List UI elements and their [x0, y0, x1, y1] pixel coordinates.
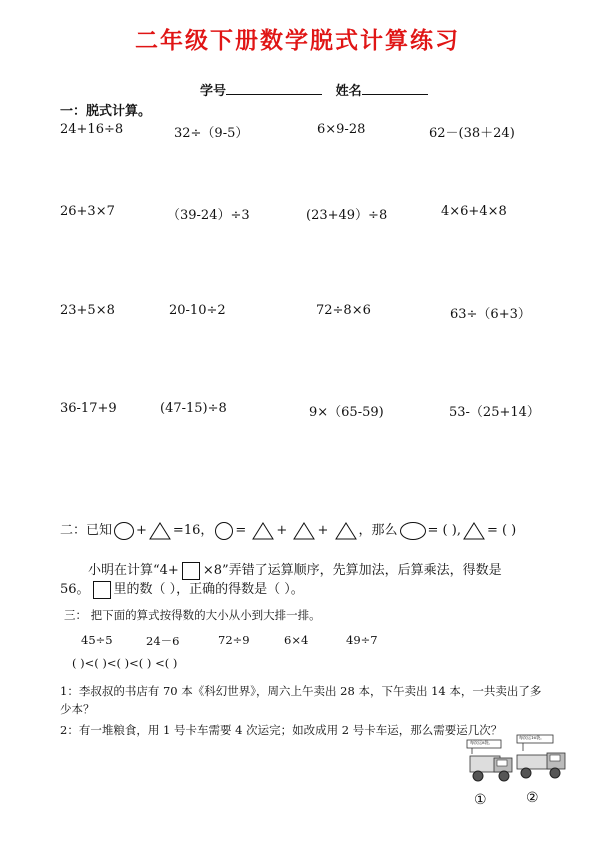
- section2-paragraph-line1: [88, 561, 502, 581]
- circle-shape: [215, 522, 233, 540]
- triangle-answer[interactable]: = ( ): [486, 523, 517, 538]
- eq1-tail: =16，: [172, 523, 214, 538]
- plus-sign: +: [276, 523, 288, 538]
- problem1-line2: 少本？: [60, 702, 95, 716]
- student-no-label: 学号: [200, 84, 227, 99]
- expr-r1c2: 32÷（9-5）: [174, 126, 249, 141]
- name-blank[interactable]: [362, 82, 428, 95]
- problem1-line1: 1：李叔叔的书店有 70 本《科幻世界》，周六上午卖出 28 本，下午卖出 14 本，一共卖出了多: [60, 684, 542, 698]
- section2-prefix: 二：已知: [60, 523, 113, 538]
- blank-box[interactable]: [182, 562, 200, 580]
- expr-r2c3: (23+49）÷8: [306, 208, 388, 223]
- expr-r1c3: 6×9-28: [317, 122, 366, 137]
- section2-equation: [60, 521, 516, 541]
- order-expr-5: 49÷7: [346, 633, 378, 647]
- para-text-b: ×8”弄错了运算顺序，先算加法，后算乘法，得数是: [202, 563, 502, 578]
- expr-r2c1: 26+3×7: [60, 204, 115, 219]
- truck-1-label: ①: [474, 792, 487, 808]
- triangle-shape: [463, 522, 485, 540]
- expr-r2c2: （39-24）÷3: [167, 208, 250, 223]
- section3-heading: 三： 把下面的算式按得数的大小从小到大排一排。: [64, 608, 321, 622]
- expr-r3c1: 23+5×8: [60, 303, 115, 318]
- circle-shape: [400, 522, 426, 540]
- triangle-shape: [293, 522, 315, 540]
- expr-r4c3: 9×（65-59): [309, 405, 384, 420]
- page-title: 二年级下册数学脱式计算练习: [135, 28, 460, 54]
- para-text-d: 里的数（ ），正确的得数是（ ）。: [113, 582, 304, 597]
- plus-sign: +: [317, 523, 329, 538]
- order-answer-line[interactable]: ( )<( )<( )<( ) <( ): [72, 656, 178, 670]
- circle-answer[interactable]: = ( ),: [427, 523, 461, 538]
- then-text: ，那么: [358, 523, 398, 538]
- expr-r4c1: 36-17+9: [60, 401, 117, 416]
- problem2-text: 2：有一堆粮食，用 1 号卡车需要 4 次运完；如改成用 2 号卡车运，那么需要运几次？: [60, 723, 503, 737]
- blank-box[interactable]: [93, 581, 111, 599]
- equal-sign: =: [235, 523, 247, 538]
- expr-r4c2: (47-15)÷8: [160, 401, 227, 416]
- expr-r3c4: 63÷（6+3）: [450, 307, 531, 322]
- section2-paragraph-line2: [60, 580, 304, 600]
- para-text-c: 56。: [60, 582, 90, 597]
- truck-1: [464, 738, 520, 786]
- expr-r3c2: 20-10÷2: [169, 303, 226, 318]
- truck-2-sign: 每次运16袋。: [519, 735, 545, 740]
- expr-r1c4: 62－(38＋24): [429, 126, 515, 141]
- circle-shape: [114, 522, 134, 540]
- order-expr-2: 24－6: [146, 634, 180, 648]
- student-info: [200, 80, 428, 99]
- para-text-a: 小明在计算“4+: [88, 563, 179, 578]
- expr-r2c4: 4×6+4×8: [441, 204, 507, 219]
- triangle-shape: [252, 522, 274, 540]
- section1-heading: 一：脱式计算。: [60, 104, 152, 119]
- triangle-shape: [335, 522, 357, 540]
- truck-1-sign: 每次运8袋。: [470, 740, 493, 745]
- triangle-shape: [149, 522, 171, 540]
- truck-2-label: ②: [526, 790, 539, 806]
- student-no-blank[interactable]: [226, 82, 322, 95]
- order-expr-4: 6×4: [284, 633, 309, 647]
- truck-2: [513, 733, 569, 783]
- order-expr-3: 72÷9: [218, 633, 250, 647]
- plus-sign: +: [136, 523, 147, 538]
- expr-r1c1: 24+16÷8: [60, 122, 124, 137]
- expr-r4c4: 53-（25+14）: [449, 405, 540, 420]
- name-label: 姓名: [335, 84, 362, 99]
- order-expr-1: 45÷5: [81, 633, 113, 647]
- expr-r3c3: 72÷8×6: [316, 303, 371, 318]
